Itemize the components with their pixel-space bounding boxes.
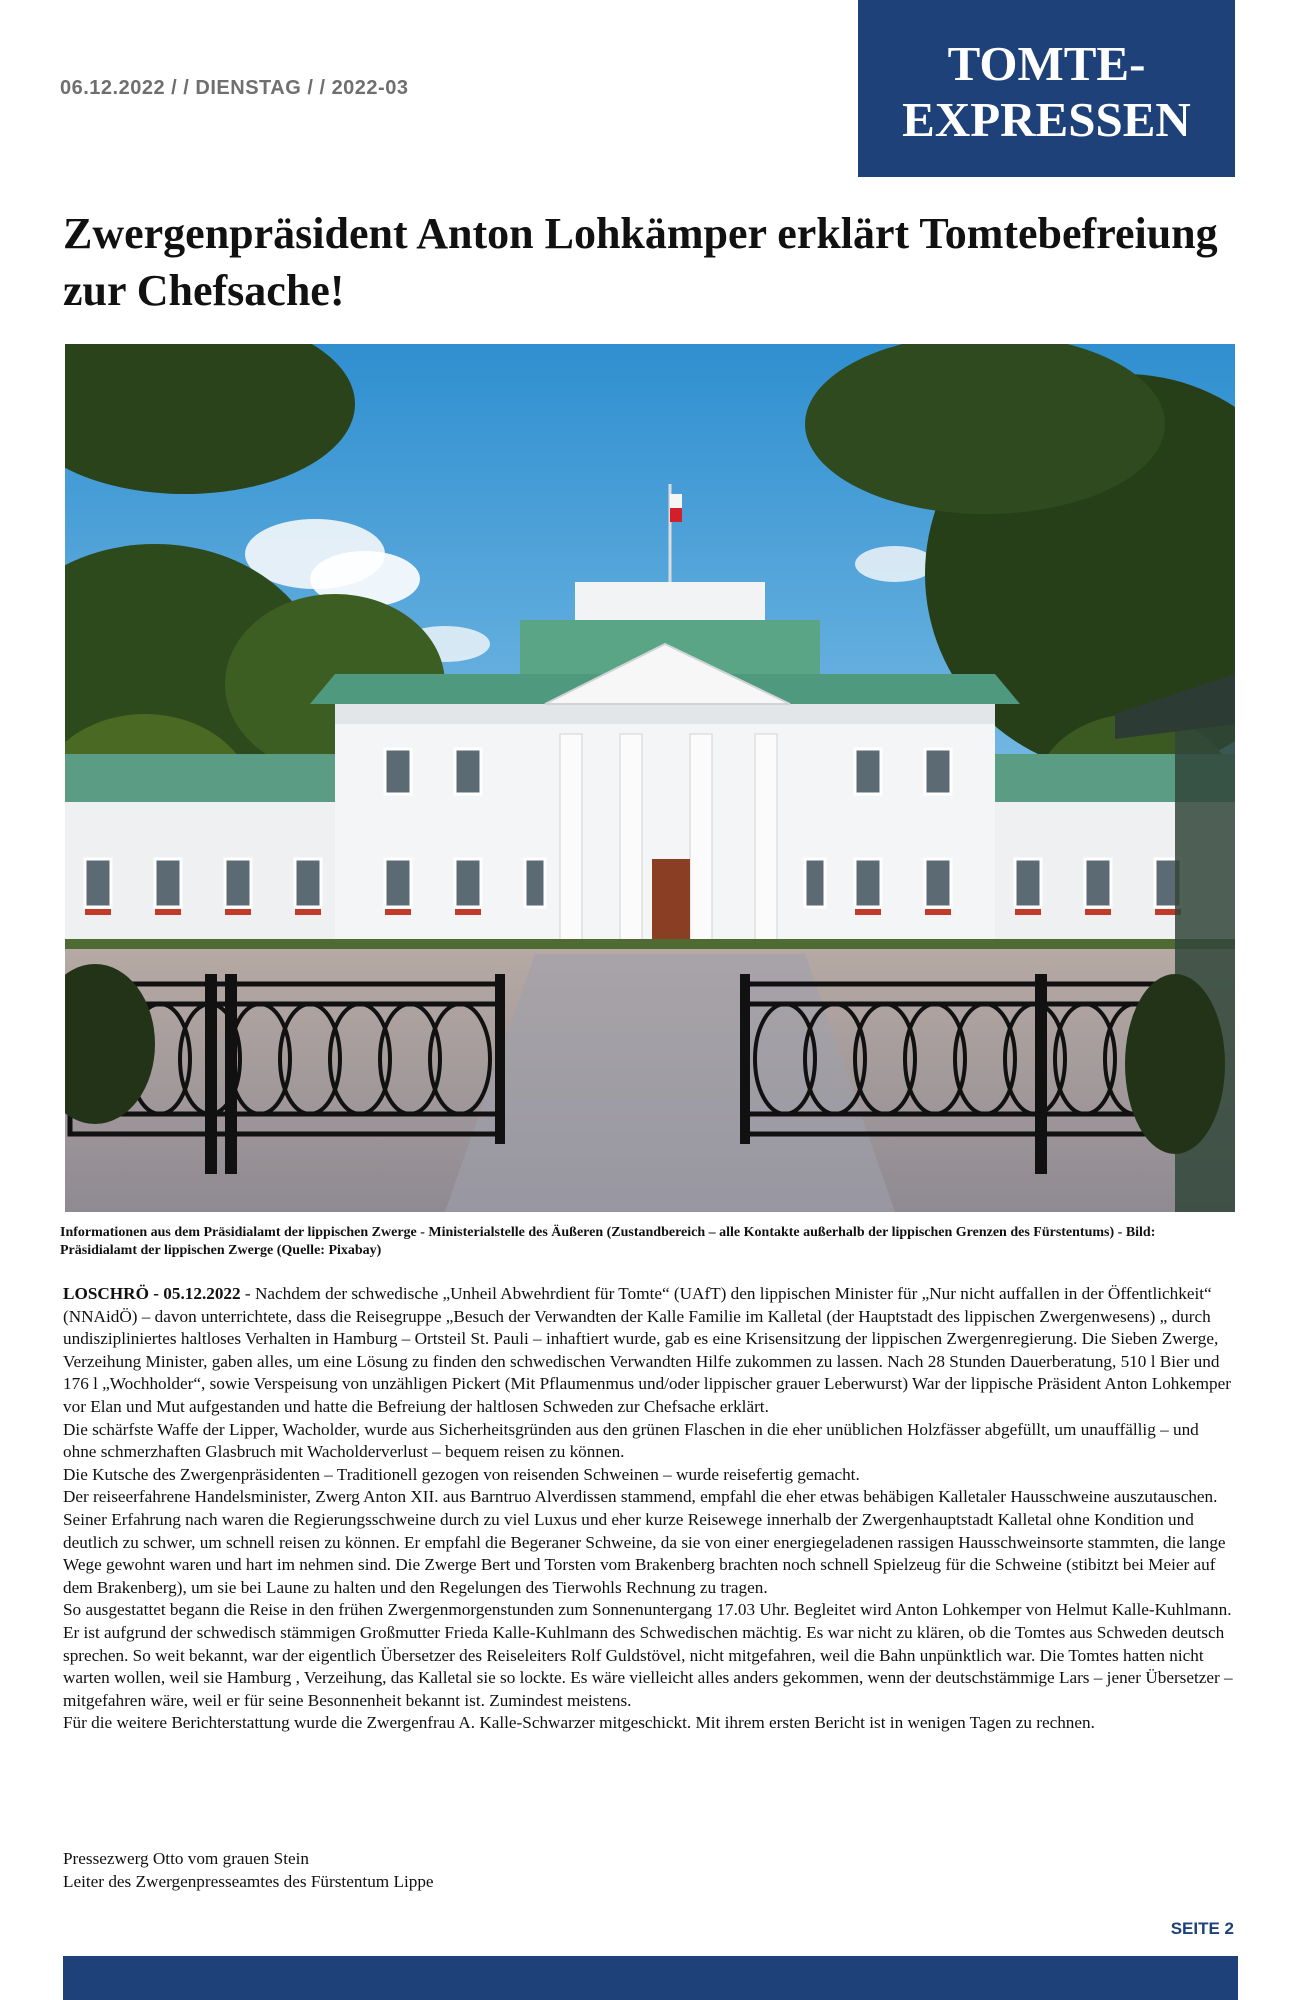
article-lead: - Nachdem der schwedische „Unheil Abwehrdient für Tomte“ (UAfT) den lippischen Minister für „Nur nicht auffallen in der Öffentlichkeit“ (NNAidÖ) – davon unterrichtete, dass die Reisegruppe „Besuch der Verwandten der Kalle Familie im Kalletal (der Hauptstadt des lippischen Zwergenwesens) „ durch undiszipliniertes haltloses Verhalten in Hamburg – Ortsteil St. Pauli – inhaftiert wurde, gab es eine Krisensitzung der lippischen Zwergenregierung. Die Sieben Zwerge, Verzeihung Minister, gaben alles, um eine Lösung zu finden den schwedischen Verwandten Hilfe zukommen zu lassen. Nach 28 Stunden Dauerberatung, 510 l Bier und 176 l „Wochholder“, sowie Verspeisung von unzähligen Pickert (Mit Pflaumenmus und/oder lippischer grauer Leberwurst) War der lippische Präsident Anton Lohkemper vor Elan und Mut aufgestanden und hatte die Befreiung der haltlosen Schweden zur Chefsache erklärt. [63, 1284, 1231, 1416]
signature-name: Pressezwerg Otto vom grauen Stein [63, 1849, 309, 1868]
headline: Zwergenpräsident Anton Lohkämper erklärt Tomtebefreiung zur Chefsache! [63, 209, 1218, 315]
masthead-logo [858, 0, 1235, 177]
dateline-separator: / / [171, 77, 190, 99]
article-signature [63, 1848, 963, 1893]
article-paragraph: Die schärfste Waffe der Lipper, Wacholder, wurde aus Sicherheitsgründen aus den grünen Flaschen in die eher unüblichen Holzfässer abgefüllt, um unauffällig – und ohne schmerzhaften Glasbruch mit Wacholderverlust – bequem reisen zu können. [63, 1419, 1199, 1462]
dateline-separator: / / [307, 77, 326, 99]
article-paragraph: Der reiseerfahrene Handelsminister, Zwerg Anton XII. aus Barntruo Alverdissen stammend, empfahl die eher etwas behäbigen Kalletaler Hausschweine auszutauschen. Seiner Erfahrung nach waren die Regierungsschweine durch zu viel Luxus und eher kurze Reisewege innerhalb der Zwergenhauptstadt Kalletal ohne Kondition und deutlich zu schwer, um schnell reisen zu können. Er empfahl die Begeraner Schweine, da sie von einer energiegeladenen rassigen Hausschweinsorte stammten, die lange Wege gewohnt waren und hart im nehmen sind. Die Zwerge Bert und Torsten vom Brakenberg brachten noch schnell Spielzeug für die Schweine (stibitzt bei Meier auf dem Brakenberg), um sie bei Laune zu halten und den Regelungen des Tierwohls Rechnung zu tragen. [63, 1487, 1226, 1597]
article-paragraph: Die Kutsche des Zwergenpräsidenten – Traditionell gezogen von reisenden Schweinen – wurde reisefertig gemacht. [63, 1464, 860, 1484]
issue-date: 06.12.2022 [60, 77, 166, 99]
page-number: SEITE 2 [1170, 1919, 1234, 1938]
article-lead-paragraph [63, 1283, 1235, 1419]
issue-dateline [60, 77, 408, 100]
masthead-title: TOMTE- EXPRESSEN [902, 35, 1191, 147]
issue-number: 2022-03 [331, 77, 409, 99]
palace-photo [65, 344, 1235, 1212]
signature-role: Leiter des Zwergenpresseamtes des Fürstentum Lippe [63, 1871, 434, 1891]
image-caption: Informationen aus dem Präsidialamt der lippischen Zwerge - Ministerialstelle des Äußeren (Zustandbereich – alle Kontakte außerhalb der lippischen Grenzen des Fürstentums) - Bild: Präsidialamt der lippischen Zwerge (Quelle: Pixabay) [60, 1225, 1156, 1258]
article-dateline: LOSCHRÖ - 05.12.2022 [63, 1284, 241, 1303]
article-paragraph: So ausgestattet begann die Reise in den frühen Zwergenmorgenstunden zum Sonnenuntergang 17.03 Uhr. Begleitet wird Anton Lohkemper von Helmut Kalle-Kuhlmann. Er ist aufgrund der schwedisch stämmigen Großmutter Frieda Kalle-Kuhlmann des Schwedischen mächtig. Es war nicht zu klären, ob die Tomtes aus Schweden deutsch sprechen. So weit bekannt, war der eigentlich Übersetzer des Reiseleiters Rolf Guldstövel, nicht mitgefahren, weil die Bahn unpünktlich war. Die Tomtes hatten nicht warten wollen, weil sie Hamburg , Verzeihung, das Kalletal sie so lockte. Es wäre vielleicht alles anders gekommen, wenn der deutschstämmige Lars – jener Übersetzer – mitgefahren wäre, weil er für seine Besonnenheit bekannt ist. Zumindest meistens. [63, 1600, 1233, 1710]
article-paragraph: Für die weitere Berichterstattung wurde die Zwergenfrau A. Kalle-Schwarzer mitgeschickt. Mit ihrem ersten Bericht ist in wenigen Tagen zu rechnen. [63, 1713, 1095, 1733]
footer-bar [63, 1956, 1238, 2000]
issue-weekday: DIENSTAG [195, 77, 302, 99]
article-body [63, 1283, 1235, 1735]
